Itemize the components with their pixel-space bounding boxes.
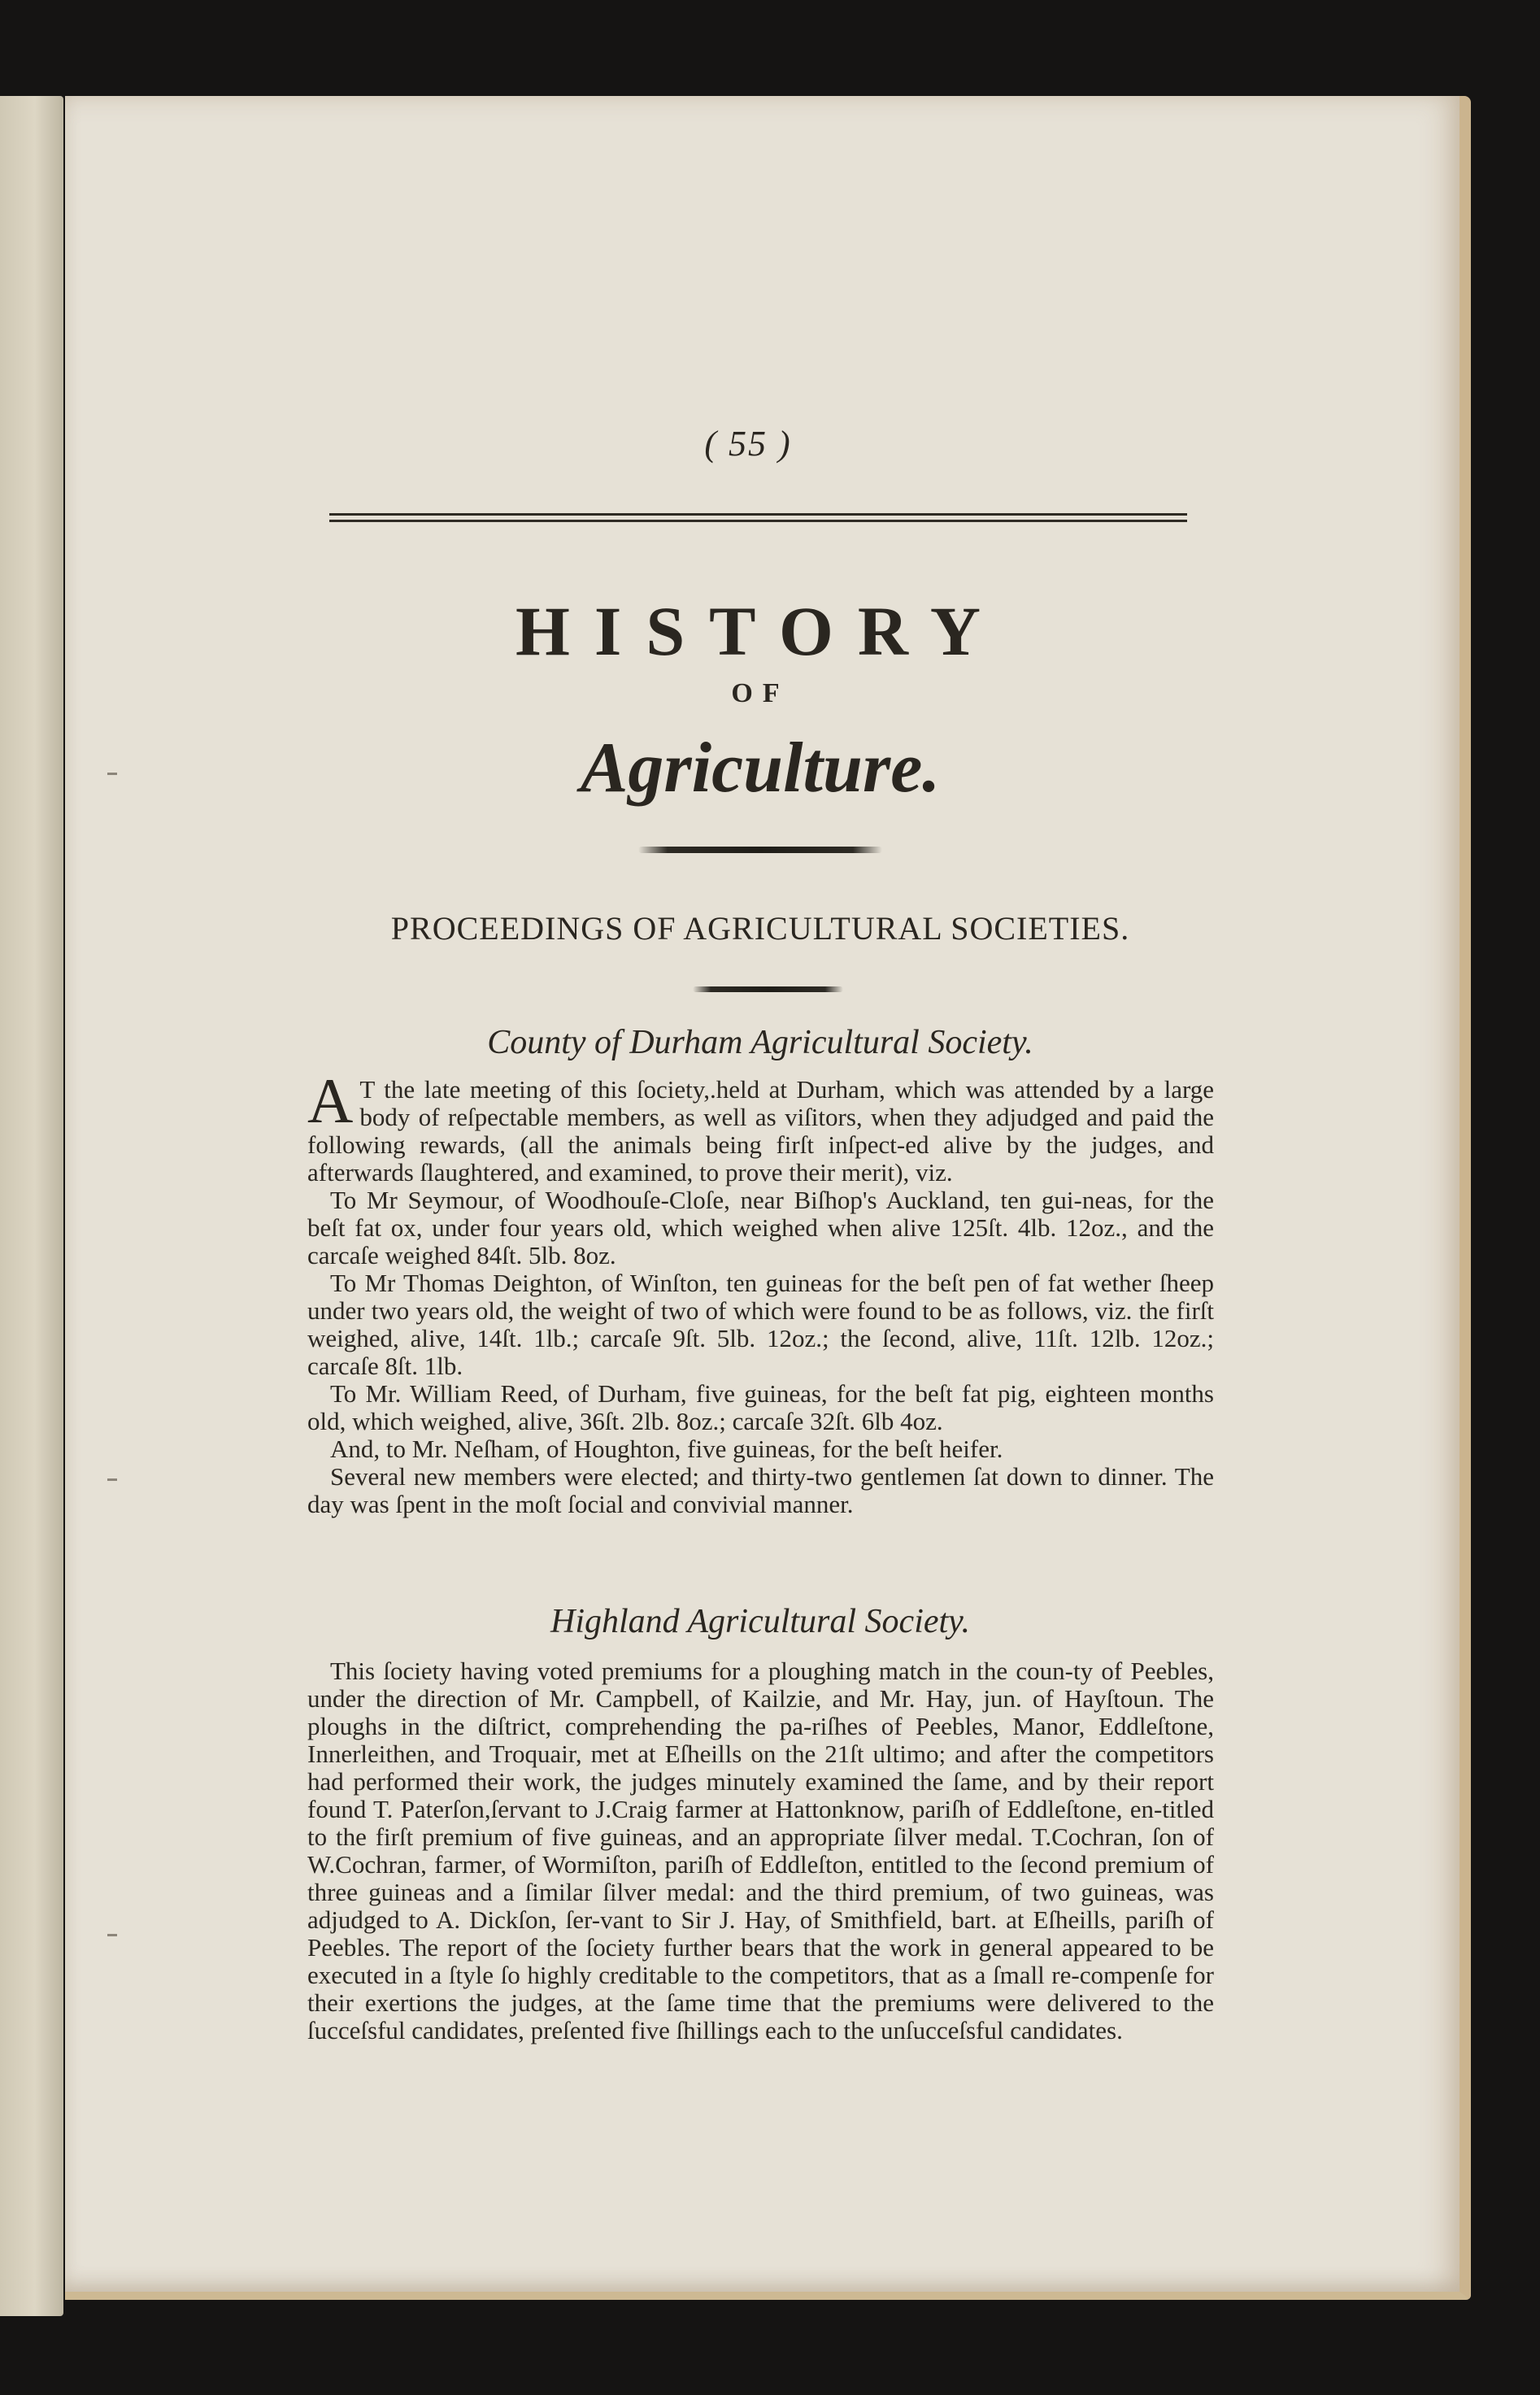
title-of: OF <box>731 678 790 708</box>
page-number: ( 55 ) <box>704 424 792 464</box>
margin-mark <box>107 773 117 775</box>
highland-section-body <box>307 1657 1214 2044</box>
durham-paragraph-1 <box>307 1065 1214 1187</box>
durham-paragraph-3: To Mr Thomas Deighton, of Winſton, ten guineas for the beſt pen of fat wether ſheep under two years old, the weight of two of which were found to be as follows, viz. the firſt weighed, alive, 14ſt. 1lb.; carcaſe 9ſt. 5lb. 12oz.; the ſecond, alive, 11ſt. 12lb. 12oz.; carcaſe 8ſt. 1lb. <box>307 1269 1214 1380</box>
drop-cap: A <box>307 1065 354 1136</box>
durham-paragraph-5: And, to Mr. Neſham, of Houghton, five guineas, for the beſt heifer. <box>330 1435 1003 1463</box>
page <box>65 96 1471 2300</box>
durham-paragraph-1-text: T the late meeting of this ſociety,.held at Durham, which was attended by a large body of reſpectable members, as well as viſitors, when they adjudged and paid the following rewards, (all the animals being firſt inſpect-ed alive by the judges, and afterwards ſlaughtered, and examined, to prove their merit), viz. <box>307 1075 1214 1187</box>
left-page-edge <box>0 96 63 2316</box>
durham-paragraph-4: To Mr. William Reed, of Durham, five guineas, for the beſt fat pig, eighteen months old, which weighed, alive, 36ſt. 2lb. 8oz.; carcaſe 32ſt. 6lb 4oz. <box>307 1379 1214 1435</box>
heading-ornament <box>693 986 843 992</box>
highland-paragraph-1: This ſociety having voted premiums for a ploughing match in the coun-ty of Peebles, under the direction of Mr. Campbell, of Kailzie, and Mr. Hay, jun. of Hayſtoun. The ploughs in the diſtrict, comprehending the pa-riſhes of Peebles, Manor, Eddleſtone, Innerleithen, and Troquair, met at Eſheills on the 21ſt ultimo; and after the competitors had performed their work, the judges minutely examined the ſame, and by their report found T. Paterſon,ſervant to J.Craig farmer at Hattonknow, pariſh of Eddleſtone, en-titled to the firſt premium of five guineas, and an appropriate ſilver medal. T.Cochran, ſon of W.Cochran, farmer, of Wormiſton, pariſh of Eddleſton, entitled to the ſecond premium of three guineas and a ſimilar ſilver medal: and the third premium, of two guineas, was adjudged to A. Dickſon, ſer-vant to Sir J. Hay, of Smithfield, bart. at Eſheills, pariſh of Peebles. The report of the ſociety further bears that the work in general appeared to be executed in a ſtyle ſo highly creditable to the competitors, that as a ſmall re-compenſe for their exertions the judges, at the ſame time that the premiums were delivered to the ſucceſsful candidates, preſented five ſhillings each to the unſucceſsful candidates. <box>307 1657 1214 2044</box>
title-ornament <box>638 847 882 853</box>
durham-section-title: County of Durham Agricultural Society. <box>487 1024 1033 1061</box>
proceedings-heading: PROCEEDINGS OF AGRICULTURAL SOCIETIES. <box>390 910 1130 947</box>
highland-section-title: Highland Agricultural Society. <box>550 1603 971 1640</box>
title-agriculture: Agriculture. <box>580 729 941 808</box>
durham-paragraph-2: To Mr Seymour, of Woodhouſe-Cloſe, near Biſhop's Auckland, ten gui-neas, for the beſt fat ox, under four years old, which weighed when alive 125ſt. 4lb. 12oz., and the carcaſe weighed 84ſt. 5lb. 8oz. <box>307 1186 1214 1269</box>
margin-mark <box>107 1934 117 1936</box>
title-history: HISTORY <box>515 592 1006 670</box>
header-rule-bottom <box>329 520 1187 522</box>
durham-section-body <box>307 1065 1214 1518</box>
durham-paragraph-6: Several new members were elected; and thirty-two gentlemen ſat down to dinner. The day was ſpent in the moſt ſocial and convivial manner. <box>307 1462 1214 1518</box>
header-rule-top <box>329 513 1187 516</box>
margin-mark <box>107 1478 117 1481</box>
